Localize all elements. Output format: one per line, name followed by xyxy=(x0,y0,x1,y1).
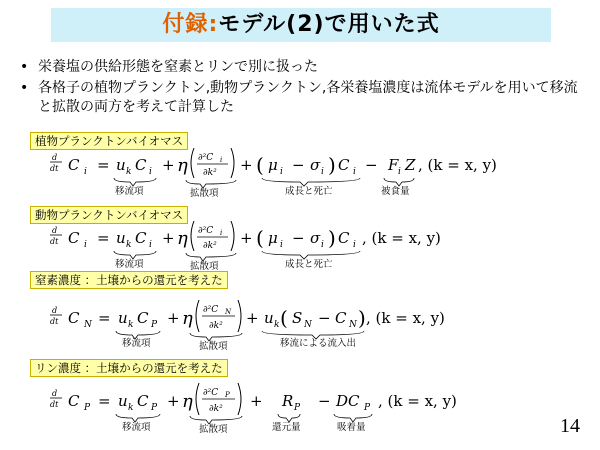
eq-sub-i: i xyxy=(280,167,283,177)
svg-text:∂k²: ∂k² xyxy=(203,168,217,178)
label-phytoplankton: 植物プランクトンバイオマス xyxy=(30,132,188,150)
svg-text:i: i xyxy=(220,156,223,164)
eq-Z: Z xyxy=(405,156,416,174)
eq-tail: , (k = x, y) xyxy=(362,229,441,247)
brace-label-growth-death: 成長と死亡 xyxy=(285,186,333,197)
svg-text:∂k²: ∂k² xyxy=(209,404,223,414)
svg-text:η: η xyxy=(177,228,188,249)
equation-nitrogen xyxy=(50,300,445,341)
svg-text:μ: μ xyxy=(268,229,278,247)
eq-R: R xyxy=(282,392,294,410)
brace-label-adsorption: 吸着量 xyxy=(337,422,366,433)
eq-equals: = xyxy=(97,156,110,174)
svg-text:i: i xyxy=(280,240,283,250)
label-nitrogen: 窒素濃度 ：土壌からの還元を考えた xyxy=(30,271,228,289)
bullet-marker: • xyxy=(20,59,29,75)
svg-text:C: C xyxy=(335,309,347,327)
eq-sub-i: i xyxy=(149,167,152,177)
eq-plus: + xyxy=(162,156,175,174)
eq-sub-i: i xyxy=(353,167,356,177)
svg-text:∂k²: ∂k² xyxy=(209,321,223,331)
svg-text:P: P xyxy=(364,403,371,413)
brace-label-advective-flux: 移流による流入出 xyxy=(280,338,357,349)
svg-text:dt: dt xyxy=(50,317,59,326)
svg-text:i: i xyxy=(321,240,324,250)
svg-text:(: ( xyxy=(280,306,288,330)
eq-C: C xyxy=(135,156,147,174)
svg-text:−: − xyxy=(292,229,305,247)
svg-text:C: C xyxy=(338,229,350,247)
eq-tail: , (k = x, y) xyxy=(418,156,497,174)
svg-text:P: P xyxy=(225,391,230,399)
svg-text:C: C xyxy=(68,309,80,327)
svg-text:i: i xyxy=(220,229,223,237)
bullet-marker: • xyxy=(20,80,29,96)
eq-C: C xyxy=(68,156,80,174)
eq-d-numerator: d xyxy=(52,153,58,162)
eq-sub-i: i xyxy=(321,167,324,177)
svg-text:C: C xyxy=(348,392,360,410)
svg-text:): ) xyxy=(358,306,366,330)
eq-S: S xyxy=(292,309,303,327)
eq-phosphorus-brace-labels xyxy=(122,421,366,435)
eq-sigma: σ xyxy=(310,156,321,174)
svg-text:∂k²: ∂k² xyxy=(203,241,217,251)
eq-sub-k: k xyxy=(126,167,132,177)
svg-text:+: + xyxy=(240,229,253,247)
page-number: 14 xyxy=(560,415,580,437)
svg-text:=: = xyxy=(97,229,110,247)
eq-sub-n: N xyxy=(84,320,92,330)
brace-label-advection: 移流項 xyxy=(122,422,151,433)
svg-text:+: + xyxy=(167,309,180,327)
svg-text:): ) xyxy=(328,153,336,177)
brace-label-advection: 移流項 xyxy=(115,186,144,197)
svg-text:(: ( xyxy=(256,226,264,250)
svg-text:P: P xyxy=(151,403,158,413)
eq-sub-p: P xyxy=(84,403,91,413)
equation-phosphorus xyxy=(50,383,457,424)
eq-dt-denominator: dt xyxy=(50,164,59,173)
svg-text:u: u xyxy=(264,309,274,327)
svg-text:i: i xyxy=(149,240,152,250)
svg-text:k: k xyxy=(126,240,132,250)
svg-text:−: − xyxy=(318,392,331,410)
svg-text:C: C xyxy=(137,392,149,410)
svg-text:C: C xyxy=(68,392,80,410)
svg-text:P: P xyxy=(294,403,301,413)
svg-text:η: η xyxy=(182,308,193,329)
svg-text:k: k xyxy=(274,320,280,330)
svg-text:∂²C: ∂²C xyxy=(198,226,214,236)
eq-mu: μ xyxy=(268,156,278,174)
svg-text:+: + xyxy=(167,392,180,410)
svg-text:∂²C: ∂²C xyxy=(198,153,214,163)
svg-text:η: η xyxy=(182,391,193,412)
eq-phytoplankton-brace-labels xyxy=(115,185,410,199)
eq-tail: , (k = x, y) xyxy=(378,392,457,410)
svg-text:+: + xyxy=(246,309,259,327)
brace-label-diffusion: 拡散項 xyxy=(199,341,228,352)
brace-label-grazing: 被食量 xyxy=(381,186,410,197)
svg-text:N: N xyxy=(349,320,357,330)
svg-text:P: P xyxy=(151,320,158,330)
eq-tail: , (k = x, y) xyxy=(366,309,445,327)
eq-nitrogen-brace-labels xyxy=(122,337,356,352)
svg-text:d: d xyxy=(52,389,58,398)
svg-text:C: C xyxy=(135,229,147,247)
eq-sub-i: i xyxy=(84,167,87,177)
brace-label-growth-death: 成長と死亡 xyxy=(285,259,333,270)
eq-zooplankton-brace-labels xyxy=(115,258,333,272)
eq-F: F xyxy=(388,156,399,174)
svg-text:+: + xyxy=(250,392,263,410)
svg-text:i: i xyxy=(84,240,87,250)
svg-text:N: N xyxy=(304,320,312,330)
equation-zooplankton xyxy=(50,221,441,261)
svg-text:N: N xyxy=(225,308,232,316)
eq-plus: + xyxy=(240,156,253,174)
eq-D: D xyxy=(336,392,349,410)
svg-text:dt: dt xyxy=(50,400,59,409)
svg-text:σ: σ xyxy=(310,229,321,247)
bullet-text: 各格子の植物プランクトン,動物プランクトン,各栄養塩濃度は流体モデルを用いて移流と拡散の両方を考えて計算した xyxy=(38,80,578,115)
svg-text:∂²C: ∂²C xyxy=(203,388,219,398)
eq-sub-i: i xyxy=(398,167,401,177)
eq-minus: − xyxy=(292,156,305,174)
svg-text:i: i xyxy=(353,240,356,250)
svg-text:u: u xyxy=(116,229,126,247)
svg-text:(: ( xyxy=(256,153,264,177)
svg-text:=: = xyxy=(98,392,111,410)
svg-text:k: k xyxy=(128,403,134,413)
svg-text:+: + xyxy=(162,229,175,247)
svg-text:d: d xyxy=(52,226,58,235)
eq-eta: η xyxy=(177,155,188,176)
svg-text:∂²C: ∂²C xyxy=(203,305,219,315)
brace-label-diffusion: 拡散項 xyxy=(190,261,219,272)
svg-text:C: C xyxy=(137,309,149,327)
title-colon: : xyxy=(208,12,219,37)
svg-text:d: d xyxy=(52,306,58,315)
bullet-text: 栄養塩の供給形態を窒素とリンで別に扱った xyxy=(38,59,318,75)
svg-text:u: u xyxy=(118,309,128,327)
brace-label-diffusion: 拡散項 xyxy=(199,424,228,435)
svg-text:dt: dt xyxy=(50,237,59,246)
brace-label-advection: 移流項 xyxy=(115,259,144,270)
svg-text:u: u xyxy=(118,392,128,410)
svg-text:=: = xyxy=(98,309,111,327)
title-appendix: 付録 xyxy=(162,12,209,37)
equation-phytoplankton xyxy=(50,148,497,188)
brace-label-regeneration: 還元量 xyxy=(272,422,301,433)
svg-text:−: − xyxy=(318,309,331,327)
label-zooplankton: 動物プランクトンバイオマス xyxy=(30,206,188,224)
brace-label-advection: 移流項 xyxy=(122,338,151,349)
title-main: モデル(2)で用いた式 xyxy=(218,12,440,37)
brace-label-diffusion: 拡散項 xyxy=(190,188,219,199)
eq-minus: − xyxy=(365,156,378,174)
eq-C: C xyxy=(338,156,350,174)
eq-u: u xyxy=(116,156,126,174)
label-phosphorus: リン濃度 ：土壌からの還元を考えた xyxy=(30,359,228,377)
svg-text:): ) xyxy=(328,226,336,250)
svg-text:k: k xyxy=(128,320,134,330)
svg-text:C: C xyxy=(68,229,80,247)
